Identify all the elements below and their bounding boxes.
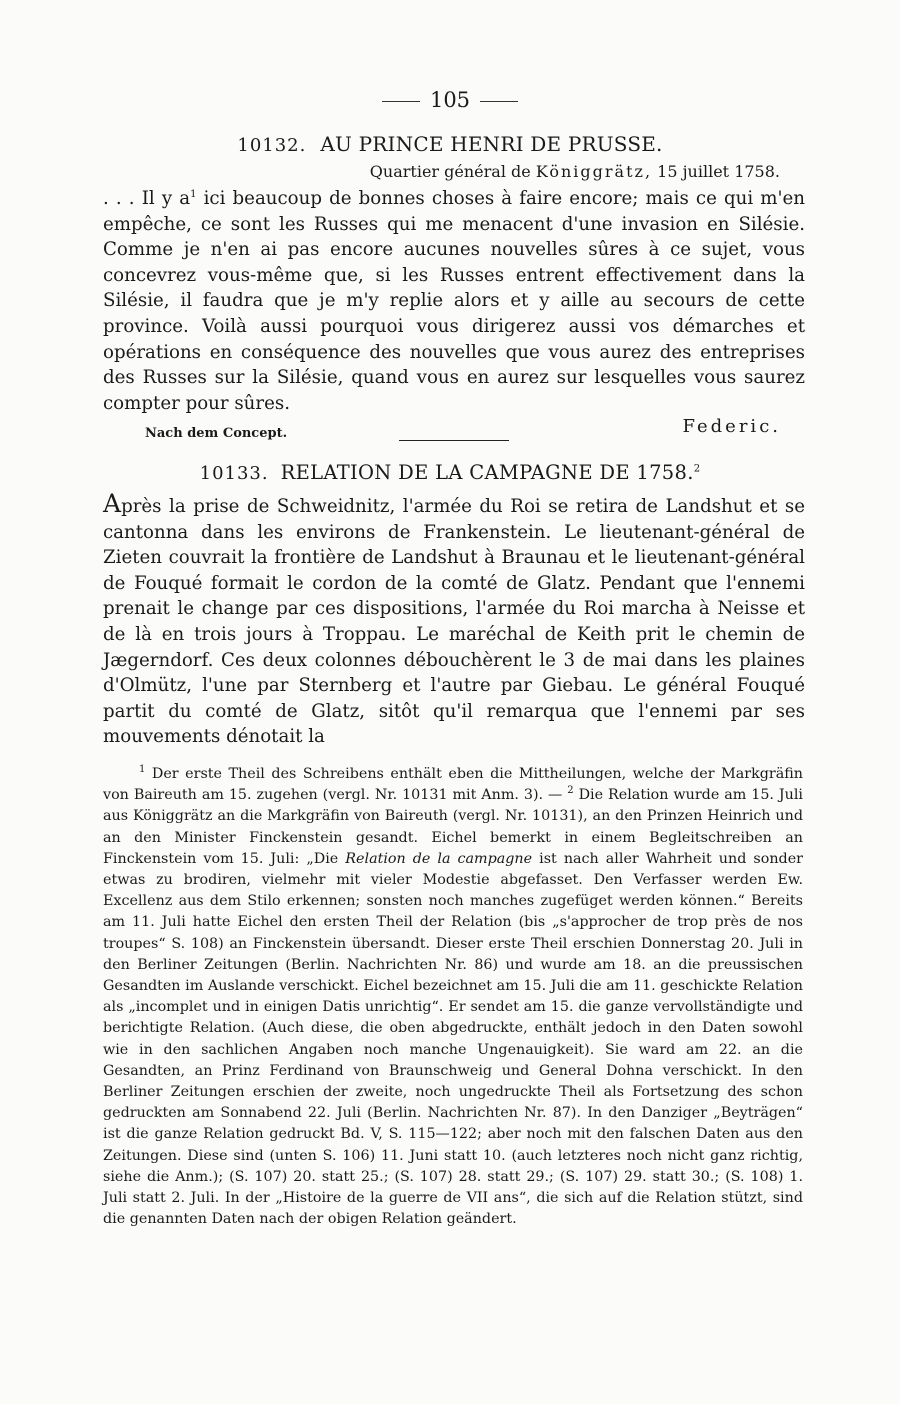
header-dash-right bbox=[480, 101, 518, 102]
page-number: 105 bbox=[429, 88, 471, 112]
source-note: Nach dem Concept. bbox=[145, 426, 288, 441]
header-dash-left bbox=[382, 101, 420, 102]
footnote-italic-title: Relation de la campagne bbox=[345, 850, 533, 867]
footnote-marker: 2 bbox=[693, 463, 701, 475]
footnote-number: 1 bbox=[139, 764, 146, 776]
letter-heading bbox=[0, 132, 900, 156]
letter-body-start: . . . Il y a bbox=[103, 188, 191, 209]
dateline-date: 15 juillet 1758. bbox=[657, 162, 780, 181]
footnote bbox=[103, 764, 803, 1230]
relation-body bbox=[103, 491, 805, 750]
dateline-prefix: Quartier général de bbox=[369, 162, 531, 181]
letter-paragraph bbox=[103, 186, 805, 416]
separator-rule bbox=[399, 440, 509, 441]
letter-body bbox=[103, 186, 805, 416]
letter-dateline bbox=[370, 162, 780, 181]
signature-row bbox=[103, 416, 805, 446]
footnote-text: Die Relation wurde am 15. Juli aus Königgrätz an die Markgräfin von Baireuth (vergl. Nr. 10131), an den Prinzen Heinrich und an den Minister Finckenstein gesandt. Eichel bemerkt in einem Begleitschreiben an Finckenstein vom 15. Juli: „Die bbox=[103, 787, 803, 867]
relation-number: 10133. bbox=[199, 463, 269, 484]
initial-letter: A bbox=[103, 489, 122, 518]
footnote-marker: 1 bbox=[190, 188, 197, 200]
letter-body-text: ici beaucoup de bonnes choses à faire encore; mais ce qui m'en empêche, ce sont les Russes qui me menacent d'une invasion en Silésie. Comme je n'en ai pas encore aucunes nouvelles sûres à ce sujet, vous concevrez vous-même que, si les Russes entrent effectivement dans la Silésie, il faudra que je m'y replie alors et y aille au secours de cette province. Voilà aussi pourquoi vous dirigerez aussi vos démarches et opérations en conséquence des nouvelles que vous aurez des entreprises des Russes sur la Silésie, quand vous en aurez sur lesquelles vous saurez compter pour sûres. bbox=[103, 188, 805, 414]
relation-paragraph bbox=[103, 491, 805, 750]
relation-title: RELATION DE LA CAMPAGNE DE 1758. bbox=[280, 461, 694, 484]
letter-number: 10132. bbox=[237, 135, 307, 156]
footnote-number: 2 bbox=[567, 785, 574, 797]
page-header bbox=[0, 88, 900, 112]
footnote-text: ist nach aller Wahrheit und sonder etwas zu brodiren, vielmehr mit vieler Modestie abgefasset. Den Verfasser werden Ew. Excellenz aus dem Stilo erkennen; sonsten noch manches zugefüget werden können.“ Bereits am 11. Juli hatte Eichel den ersten Theil der Relation (bis „s'approcher de trop près de nos troupes“ S. 108) an Finckenstein übersandt. Dieser erste Theil erschien Donnerstag 20. Juli in den Berliner Zeitungen (Berlin. Nachrichten Nr. 86) und wurde am 18. an die preussischen Gesandten im Auslande verschickt. Eichel bezeichnet am 15. Juli die am 11. geschickte Relation als „incomplet und in einigen Datis unrichtig“. Er sendet am 15. die ganze vervollständigte und berichtigte Relation. (Auch diese, die oben abgedruckte, enthält jedoch in den Daten sowohl wie in den sachlichen Angaben noch manche Ungenauigkeit). Sie ward am 22. an die Gesandten, an Prinz Ferdinand von Braunschweig und General Dohna verschickt. In den Berliner Zeitungen erschien der zweite, noch ungedruckte Theil als Fortsetzung des schon gedruckten am Sonnabend 22. Juli (Berlin. Nachrichten Nr. 87). In den Danziger „Beyträgen“ ist die ganze Relation gedruckt Bd. V, S. 115—122; aber noch mit den falschen Daten aus den Zeitungen. Diese sind (unten S. 106) 11. Juni statt 10. (auch letzteres noch nicht ganz richtig, siehe die Anm.); (S. 107) 20. statt 25.; (S. 107) 28. statt 29.; (S. 107) 29. statt 30.; (S. 108) 1. Juli statt 2. Juli. In der „Histoire de la guerre de VII ans“, die sich auf die Relation stützt, sind die genannten Daten nach der obigen Relation geändert. bbox=[103, 850, 803, 1228]
relation-body-text: près la prise de Schweidnitz, l'armée du Roi se retira de Landshut et se cantonna dans les environs de Frankenstein. Le lieutenant-général de Zieten couvrait la frontière de Landshut à Braunau et le lieutenant-général de Fouqué formait le cordon de la comté de Glatz. Pendant que l'ennemi prenait le change par ces dispositions, l'armée du Roi marcha à Neisse et de là en trois jours à Troppau. Le maréchal de Keith prit le chemin de Jægerndorf. Ces deux colonnes débouchèrent le 3 de mai dans les plaines d'Olmütz, l'une par Sternberg et l'autre par Giebau. Le général Fouqué partit du comté de Glatz, sitôt qu'il remarqua que l'ennemi par ses mouvements dénotait la bbox=[103, 496, 805, 748]
footnotes bbox=[103, 764, 803, 1230]
relation-heading bbox=[0, 461, 900, 484]
dateline-place: Königgrätz, bbox=[535, 162, 653, 181]
letter-title: AU PRINCE HENRI DE PRUSSE. bbox=[320, 132, 663, 156]
footnote-text: Der erste Theil des Schreibens enthält eben die Mittheilungen, welche der Markgräfin von Baireuth am 15. zugehen (vergl. Nr. 10131 mit Anm. 3). — bbox=[103, 766, 803, 804]
signature: Federic. bbox=[682, 416, 781, 437]
